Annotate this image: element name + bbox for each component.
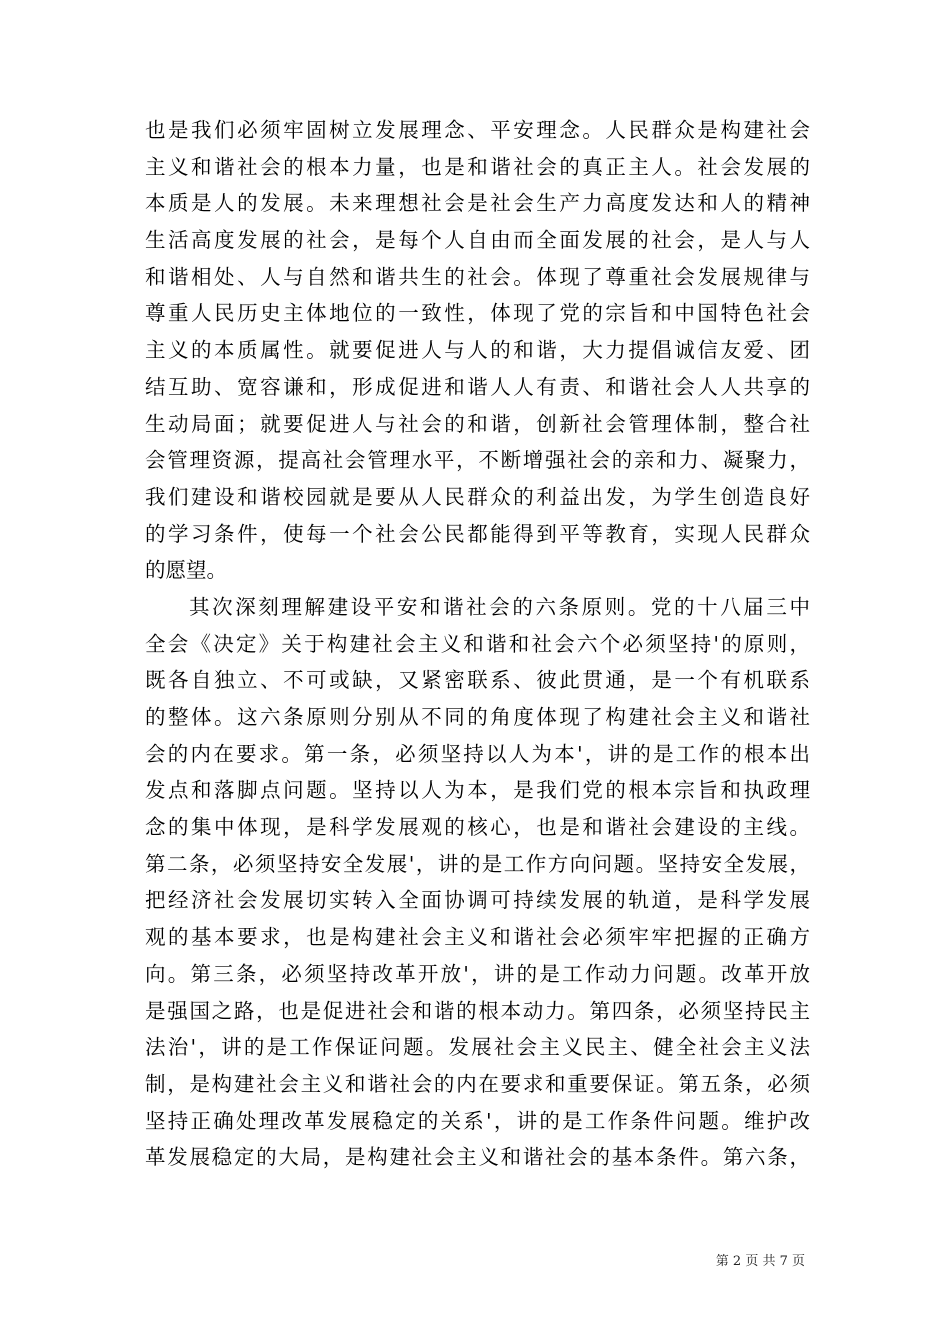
text-line: 的愿望。 [145, 558, 227, 583]
text-line: 也是我们必须牢固树立发展理念、平安理念。人民群众是构建社会 [145, 118, 810, 142]
text-line: 生活高度发展的社会，是每个人自由而全面发展的社会，是人与人 [145, 228, 810, 253]
text-line: 本质是人的发展。未来理想社会是社会生产力高度发达和人的精神 [145, 191, 810, 216]
text-line: 向。第三条，必须坚持改革开放'，讲的是工作动力问题。改革开放 [145, 961, 810, 986]
text-line: 会管理资源，提高社会管理水平，不断增强社会的亲和力、凝聚力， [145, 448, 810, 473]
text-line: 是强国之路，也是促进社会和谐的根本动力。第四条，必须坚持民主 [145, 998, 810, 1023]
text-line: 其次深刻理解建设平安和谐社会的六条原则。党的十八届三中 [189, 594, 810, 619]
text-line: 坚持正确处理改革发展稳定的关系'，讲的是工作条件问题。维护改 [145, 1108, 810, 1133]
text-line: 全会《决定》关于构建社会主义和谐和社会六个必须坚持'的原则， [145, 631, 810, 656]
text-line: 观的基本要求，也是构建社会主义和谐社会必须牢牢把握的正确方 [145, 925, 810, 950]
text-line: 的整体。这六条原则分别从不同的角度体现了构建社会主义和谐社 [145, 705, 810, 729]
text-line: 制，是构建社会主义和谐社会的内在要求和重要保证。第五条，必须 [145, 1071, 810, 1096]
text-line: 第二条，必须坚持安全发展'，讲的是工作方向问题。坚持安全发展， [145, 851, 810, 876]
text-line: 生动局面；就要促进人与社会的和谐，创新社会管理体制，整合社 [145, 411, 810, 436]
text-line: 法治'，讲的是工作保证问题。发展社会主义民主、健全社会主义法 [145, 1035, 810, 1060]
page-number: 第 2 页 共 7 页 [715, 1254, 805, 1269]
body-text [145, 112, 810, 1176]
text-line: 的学习条件，使每一个社会公民都能得到平等教育，实现人民群众 [145, 521, 810, 546]
text-line: 主义的本质属性。就要促进人与人的和谐，大力提倡诚信友爱、团 [145, 338, 810, 363]
text-line: 发点和落脚点问题。坚持以人为本，是我们党的根本宗旨和执政理 [145, 778, 810, 803]
text-line: 念的集中体现，是科学发展观的核心，也是和谐社会建设的主线。 [145, 815, 810, 840]
text-line: 会的内在要求。第一条，必须坚持以人为本'，讲的是工作的根本出 [145, 741, 810, 766]
text-line: 革发展稳定的大局，是构建社会主义和谐社会的基本条件。第六条， [145, 1145, 810, 1170]
text-line: 主义和谐社会的根本力量，也是和谐社会的真正主人。社会发展的 [145, 154, 810, 179]
text-line: 尊重人民历史主体地位的一致性，体现了党的宗旨和中国特色社会 [145, 301, 810, 326]
text-line: 把经济社会发展切实转入全面协调可持续发展的轨道，是科学发展 [145, 888, 810, 913]
text-line: 既各自独立、不可或缺，又紧密联系、彼此贯通，是一个有机联系 [145, 668, 810, 693]
text-line: 结互助、宽容谦和，形成促进和谐人人有责、和谐社会人人共享的 [145, 374, 810, 399]
text-line: 和谐相处、人与自然和谐共生的社会。体现了尊重社会发展规律与 [145, 264, 810, 289]
text-line: 我们建设和谐校园就是要从人民群众的利益出发，为学生创造良好 [145, 484, 810, 509]
